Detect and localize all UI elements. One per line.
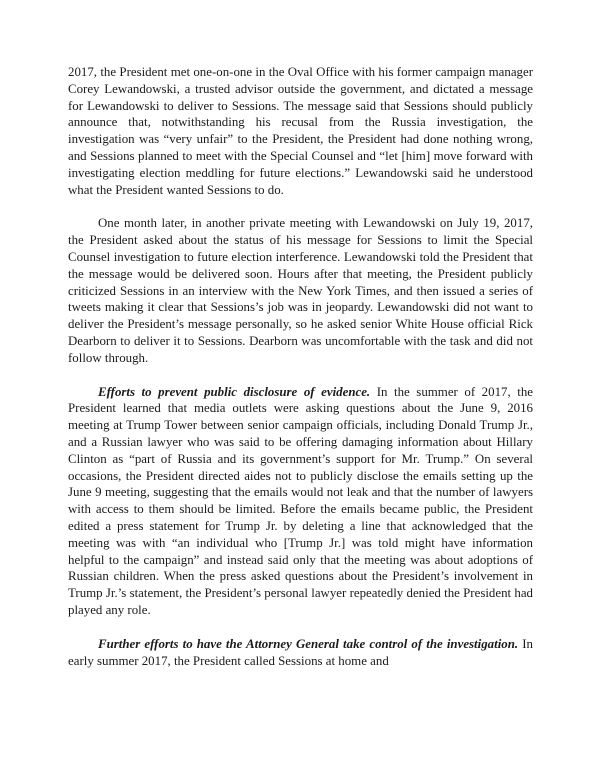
paragraph-lead-heading: Further efforts to have the Attorney General take control of the investigation.: [98, 636, 519, 651]
paragraph-lead-heading: Efforts to prevent public disclosure of evidence.: [98, 384, 371, 399]
paragraph-one-month-later: [68, 215, 533, 366]
paragraph-text: In early summer 2017, the President called Sessions at home and: [68, 636, 533, 668]
paragraph-text: 2017, the President met one-on-one in the Oval Office with his former campaign manager Corey Lewandowski, a trusted advisor outside the government, and dictated a message for Lewandowski to deliver to Sessions. The message said that Sessions should publicly announce that, notwithstanding his recusal from the Russia investigation, the investigation was “very unfair” to the President, the President had done nothing wrong, and Sessions planned to meet with the Special Counsel and “let [him] move forward with investigating election meddling for future elections.” Lewandowski said he understood what the President wanted Sessions to do.: [68, 65, 533, 197]
paragraph-text: In the summer of 2017, the President learned that media outlets were asking questions about the June 9, 2016 meeting at Trump Tower between senior campaign officials, including Donald Trump Jr., and a Russian lawyer who was said to be offering damaging information about Hillary Clinton as “part of Russia and its government’s support for Mr. Trump.” On several occasions, the President directed aides not to publicly disclose the emails setting up the June 9 meeting, suggesting that the emails would not leak and that the number of lawyers with access to them should be limited. Before the emails became public, the President edited a press statement for Trump Jr. by deleting a line that acknowledged that the meeting was with “an individual who [Trump Jr.] was told might have information helpful to the campaign” and instead said only that the meeting was about adoptions of Russian children. When the press asked questions about the President’s involvement in Trump Jr.’s statement, the President’s personal lawyer repeatedly denied the President had played any role.: [68, 384, 533, 617]
paragraph-attorney-general: [68, 636, 533, 670]
paragraph-lewandowski-message: [68, 64, 533, 198]
paragraph-text: One month later, in another private meeting with Lewandowski on July 19, 2017, the President asked about the status of his message for Sessions to limit the Special Counsel investigation to future election interference. Lewandowski told the President that the message would be delivered soon. Hours after that meeting, the President publicly criticized Sessions in an interview with the New York Times, and then issued a series of tweets making it clear that Sessions’s job was in jeopardy. Lewandowski did not want to deliver the President’s message personally, so he asked senior White House official Rick Dearborn to deliver it to Sessions. Dearborn was uncomfortable with the task and did not follow through.: [68, 216, 533, 365]
paragraph-prevent-disclosure: [68, 384, 533, 619]
